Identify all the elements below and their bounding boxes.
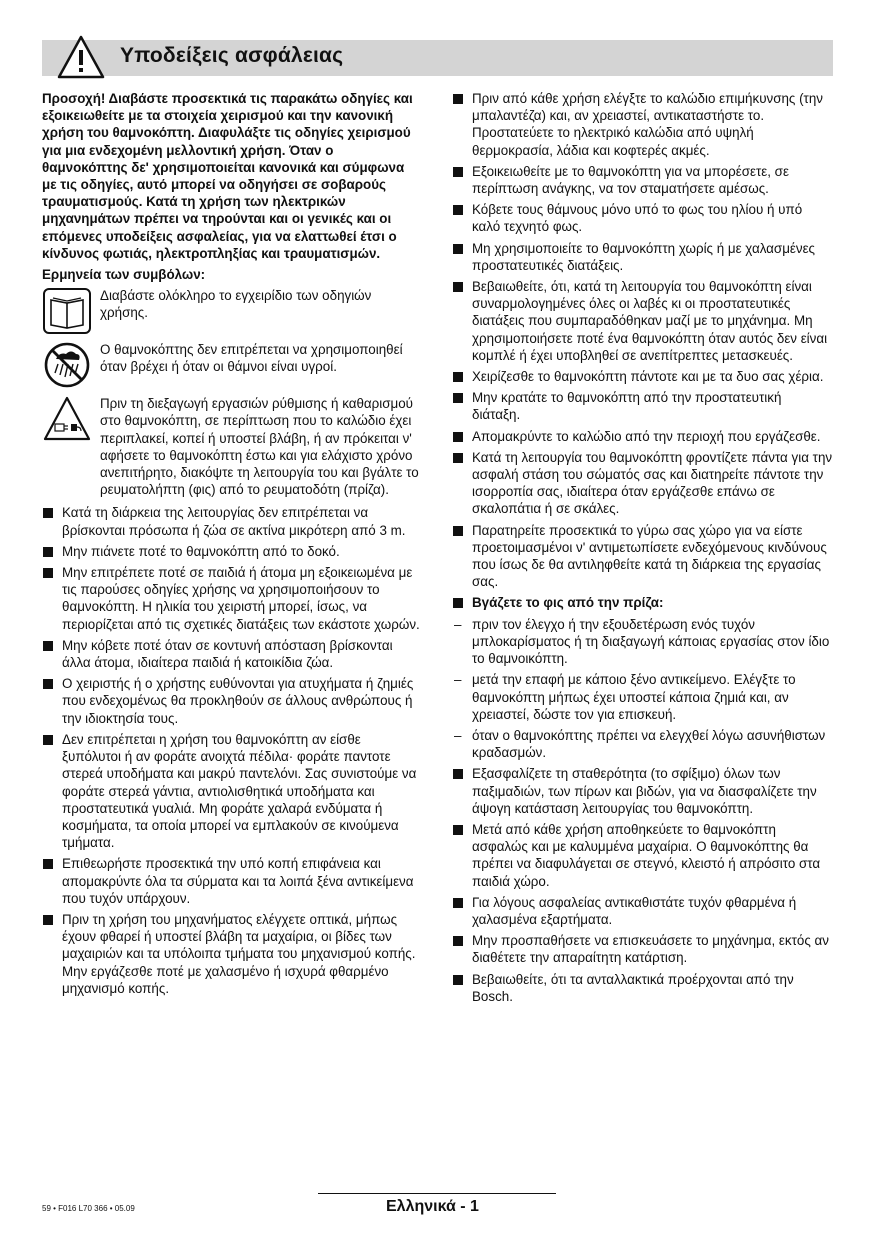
- list-item: Βεβαιωθείτε, ότι, κατά τη λειτουργία του θαμνοκόπτη είναι συναρμολογημένες όλες οι λαβές κι οι προστατευτικές διατάξεις που συμπαραδόθηκαν μαζί με το μηχάνημα. Μη χρησιμοποιήσετε ποτέ ένα θαμνοκόπτη όταν αυτός δεν είναι κομπλέ ή έχει υποβληθεί σε ανεπίτρεπτες μετασκευές.: [452, 278, 833, 364]
- list-item: Πριν από κάθε χρήση ελέγξτε το καλώδιο επιμήκυνσης (την μπαλαντέζα) και, αν χρειαστεί, αντικαταστήστε το. Προστατεύετε το ηλεκτρικό καλώδια από υψηλή θερμοκρασία, λάδια και κοφτερές ακμές.: [452, 90, 833, 159]
- dash-item: [452, 616, 833, 668]
- list-item: Δεν επιτρέπεται η χρήση του θαμνοκόπτη αν είσθε ξυπόλυτοι ή αν φοράτε ανοιχτά πέδιλα· φοράτε παντοτε στερεά υποδήματα και μακρύ παντελόνι. Σας συνιστούμε να φοράτε στερεά γάντια, αντιολισθητικά υποδήματα και προστατευτικά γυαλιά. Μη φοράτε χαλαρά ενδύματα ή κοσμήματα, τα οποία μπορεί να εμπλακούν σε κινούμενα τμήματα.: [42, 731, 420, 851]
- unplug-warning-icon: [42, 395, 92, 443]
- symbol-row: [42, 287, 420, 335]
- symbols-heading: Ερμηνεία των συμβόλων:: [42, 267, 206, 283]
- warning-triangle-icon: [56, 34, 106, 80]
- unplug-heading: Βγάζετε το φις από την πρίζα:: [452, 594, 833, 611]
- dash-item-text: πριν τον έλεγχο ή την εξουδετέρωση ενός τυχόν μπλοκαρίσματος ή τη διαξαγωγή κάποιας εργασίας στον ίδιο το θαμνοικόπτη.: [472, 616, 830, 667]
- list-item: Παρατηρείτε προσεκτικά το γύρω σας χώρο για να είστε προετοιμασμένοι ν' αντιμετωπίσετε ενδεχόμενους κινδύνους που ίσως δε θα αντιληφθείτε κατά τη διάρκεια της εργασίας σας.: [452, 522, 833, 591]
- dash-item: [452, 671, 833, 723]
- symbol-text: Διαβάστε ολόκληρο το εγχειρίδιο των οδηγιών χρήσης.: [100, 288, 372, 321]
- left-column: [42, 90, 420, 1001]
- list-item: Μην πιάνετε ποτέ το θαμνοκόπτη από το δοκό.: [42, 543, 420, 560]
- symbol-text: Ο θαμνοκόπτης δεν επιτρέπεται να χρησιμοποιηθεί όταν βρέχει ή όταν οι θάμνοι είναι υγροί.: [100, 342, 403, 375]
- list-item: Χειρίζεσθε το θαμνοκόπτη πάντοτε και με τα δυο σας χέρια.: [452, 368, 833, 385]
- list-item: Επιθεωρήστε προσεκτικά την υπό κοπή επιφάνεια και απομακρύντε όλα τα σύρματα και τα λοιπά ξένα αντικείμενα που τυχόν υπάρχουν.: [42, 855, 420, 907]
- symbol-text: Πριν τη διεξαγωγή εργασιών ρύθμισης ή καθαρισμού στο θαμνοκόπτη, σε περίπτωση που το καλώδιο έχει περιπλακεί, κοπεί ή υποστεί βλάβη, ή αν πρόκειται ν' αφήσετε το θαμνοκόπτη έστω και για ελάχιστο χρόνο ανεπιτήρητο, διακόψτε τη λειτουργία του και βγάλτε το ρευματολήπτη (φις) από το ρευματοδότη (πρίζα).: [100, 396, 419, 498]
- manual-book-icon: [42, 287, 92, 335]
- list-item: Μετά από κάθε χρήση αποθηκεύετε το θαμνοκόπτη ασφαλώς και με καλυμμένα μαχαίρια. Ο θαμνοκόπτης θα πρέπει να διαφυλάγεται σε στεγνό, κλειστό ή απρόσιτο στα παιδιά χώρο.: [452, 821, 833, 890]
- footer-doc-ref: 59 • F016 L70 366 • 05.09: [42, 1204, 135, 1213]
- page-title: Υποδείξεις ασφάλειας: [120, 44, 344, 67]
- dash-item: [452, 727, 833, 761]
- list-item: Μη χρησιμοποιείτε το θαμνοκόπτη χωρίς ή με χαλασμένες προστατευτικές διατάξεις.: [452, 240, 833, 274]
- list-item: Για λόγους ασφαλείας αντικαθιστάτε τυχόν φθαρμένα ή χαλασμένα εξαρτήματα.: [452, 894, 833, 928]
- list-item: Κατά τη διάρκεια της λειτουργίας δεν επιτρέπεται να βρίσκονται πρόσωπα ή ζώα σε ακτίνα μικρότερη από 3 m.: [42, 504, 420, 538]
- list-item: Μην κόβετε ποτέ όταν σε κοντυνή απόσταση βρίσκονται άλλα άτομα, ιδιαίτερα παιδιά ή κατοικίδια ζώα.: [42, 637, 420, 671]
- dash-marker: –: [454, 616, 462, 632]
- list-item: Εξασφαλίζετε τη σταθερότητα (το σφίξιμο) όλων των παξιμαδιών, των πίρων και βιδών, για να διασφαλίζετε την άψογη κατάσταση λειτουργίας του θαμνοκόπτη.: [452, 765, 833, 817]
- list-item: Κόβετε τους θάμνους μόνο υπό το φως του ηλίου ή υπό καλό τεχνητό φως.: [452, 201, 833, 235]
- dash-marker: –: [454, 727, 462, 743]
- no-rain-icon: [42, 341, 92, 389]
- footer-divider: [318, 1193, 556, 1194]
- symbol-row: [42, 395, 420, 498]
- footer-page-label: Ελληνικά - 1: [386, 1198, 479, 1215]
- list-item: Ο χειριστής ή ο χρήστης ευθύνονται για ατυχήματα ή ζημιές που ενδεχομένως θα προκληθούν σε άλλους ανθρώπους ή την ιδιοκτησία τους.: [42, 675, 420, 727]
- list-item: Εξοικειωθείτε με το θαμνοκόπτη για να μπορέσετε, σε περίπτωση ανάγκης, να τον σταματήσετε αμέσως.: [452, 163, 833, 197]
- dash-item-text: μετά την επαφή με κάποιο ξένο αντικείμενο. Ελέγξτε το θαμνοκόπτη μήπως έχει υποστεί κάποια ζημιά και, αν χρειαστεί, δώστε τον για επισκευή.: [472, 672, 796, 722]
- list-item: Απομακρύντε το καλώδιο από την περιοχή που εργάζεσθε.: [452, 428, 833, 445]
- list-item: Μην κρατάτε το θαμνοκόπτη από την προστατευτική διάταξη.: [452, 389, 833, 423]
- list-item: Κατά τη λειτουργία του θαμνοκόπτη φροντίζετε πάντα για την ασφαλή στάση του σώματός σας και διατηρείτε πάντοτε την ισορροπία σας, ιδιαίτερα όταν εργάζεσθε επάνω σε σκαλοπάτια ή σε σκάλες.: [452, 449, 833, 518]
- list-item: Μην επιτρέπετε ποτέ σε παιδιά ή άτομα μη εξοικειωμένα με τις παρούσες οδηγίες χρήσης να χρησιμοποιήσουν το θαμνοκόπτη. Η ηλικία του χειριστή μπορεί, ίσως, να περιορίζεται από τις σχετικές διατάξεις των εκάστοτε χωρών.: [42, 564, 420, 633]
- list-item: Βεβαιωθείτε, ότι τα ανταλλακτικά προέρχονται από την Bosch.: [452, 971, 833, 1005]
- right-column: [452, 90, 833, 1009]
- dash-item-text: όταν ο θαμνοκόπτης πρέπει να ελεγχθεί λόγω ασυνήθιστων κραδασμών.: [472, 727, 826, 761]
- symbol-row: [42, 341, 420, 389]
- list-item: Μην προσπαθήσετε να επισκευάσετε το μηχάνημα, εκτός αν διαθέτετε την απαραίτητη κατάρτιση.: [452, 932, 833, 966]
- intro-warning: Προσοχή! Διαβάστε προσεκτικά τις παρακάτω οδηγίες και εξοικειωθείτε με τα στοιχεία χειρισμού και την κανονική χρήση του θαμνοκόπτη. Διαφυλάξτε τις οδηγίες χειρισμού για μια ενδεχομένη μελλοντική χρήση. Όταν ο θαμνοκόπτης δε' χρησιμοποιείται κανονικά και σύμφωνα με τις οδηγίες, αυτό μπορεί να οδηγήσει σε σοβαρούς τραυματισμούς. Κατά τη χρήση των ηλεκτρικών μηχανημάτων πρέπει να τηρούνται και οι γενικές και οι επόμενες υποδείξεις ασφαλείας, για να ελαττωθεί έτσι ο κίνδυνος φωτιάς, ηλεκτροπληξίας και τραυματισμών.: [42, 91, 413, 261]
- dash-marker: –: [454, 672, 462, 688]
- list-item: Πριν τη χρήση του μηχανήματος ελέγχετε οπτικά, μήπως έχουν φθαρεί ή υποστεί βλάβη τα μαχαίρια, οι βίδες των μαχαιριών και τα υπόλοιπα τμήματα του μηχανισμού κοπής. Μην εργάζεσθε ποτέ με χαλασμένο ή ισχυρά φθαρμένο μηχανισμό κοπής.: [42, 911, 420, 997]
